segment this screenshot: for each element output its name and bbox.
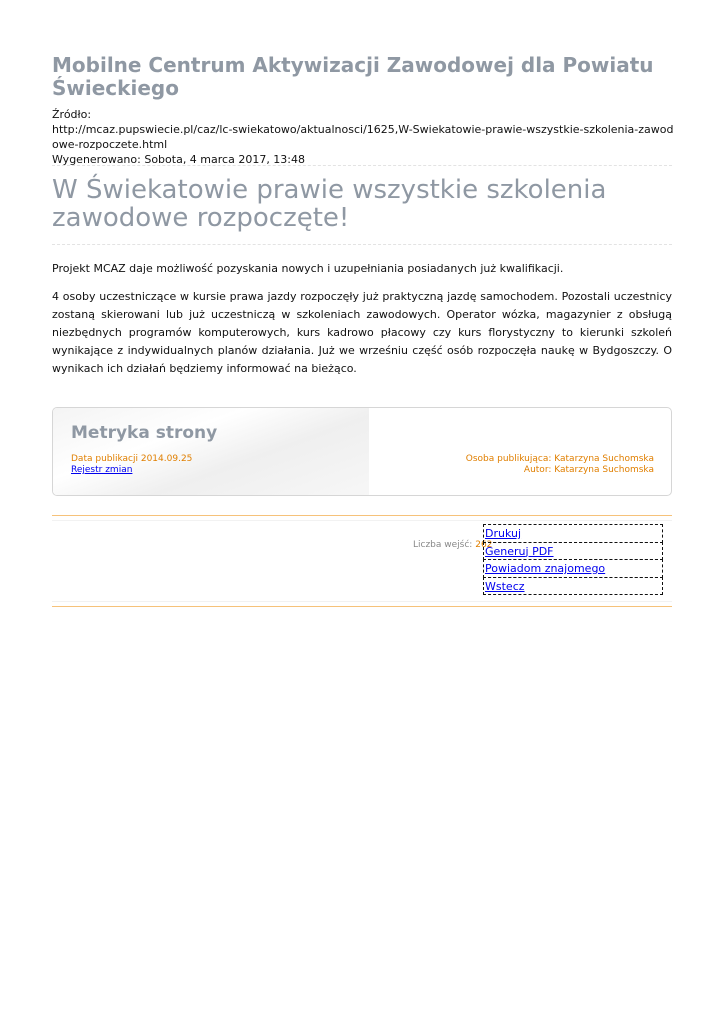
- divider: [52, 165, 672, 166]
- author: Autor: Katarzyna Suchomska: [523, 465, 654, 475]
- publication-date: Data publikacji 2014.09.25: [71, 454, 193, 464]
- footer-top-border: [52, 515, 672, 516]
- generated-date: Wygenerowano: Sobota, 4 marca 2017, 13:48: [52, 153, 306, 166]
- divider: [52, 244, 672, 245]
- change-history-link[interactable]: Rejestr zmian: [71, 465, 133, 475]
- footer-inner-border: [52, 601, 672, 602]
- print-link[interactable]: Drukuj: [483, 524, 663, 543]
- footer-inner-border: [52, 520, 672, 521]
- notify-friend-link[interactable]: Powiadom znajomego: [483, 559, 663, 578]
- metrics-background: [53, 408, 369, 496]
- article-body: 4 osoby uczestniczące w kursie prawa jazdy rozpoczęły już praktyczną jazdę samochodem. Pozostali uczestnicy zostaną skierowani lub już uczestniczą w szkoleniach zawodowych. Operator wózka, magazynier z obsługą niezbędnych programów komputerowych, kurs kadrowo płacowy czy kurs florystyczny to kierunki szkoleń wynikające z indywidualnych planów działania. Już we wrześniu część osób rozpoczęła naukę w Bydgoszczy. O wynikach ich działań będziemy informować na bieżąco.: [52, 290, 672, 375]
- back-link[interactable]: Wstecz: [483, 577, 663, 596]
- source-info: [52, 107, 674, 167]
- site-title: Mobilne Centrum Aktywizacji Zawodowej dla Powiatu Świeckiego: [52, 53, 654, 100]
- visits-label: Liczba wejść:: [413, 540, 476, 550]
- visit-counter: [413, 540, 492, 550]
- article-lead: Projekt MCAZ daje możliwość pozyskania nowych i uzupełniania posiadanych już kwalifikacji.: [52, 262, 564, 275]
- source-url: http://mcaz.pupswiecie.pl/caz/lc-swiekatowo/aktualnosci/1625,W-Swiekatowie-prawie-wszystkie-szkolenia-zawodowe-rozpoczete.html: [52, 123, 674, 151]
- article-title: W Świekatowie prawie wszystkie szkolenia zawodowe rozpoczęte!: [52, 175, 607, 233]
- source-label: Źródło:: [52, 108, 92, 121]
- publisher: Osoba publikująca: Katarzyna Suchomska: [465, 454, 654, 464]
- metrics-authors: [466, 454, 654, 476]
- page-metrics-box: [52, 407, 672, 496]
- page-actions: [483, 524, 663, 594]
- footer-bottom-border: [52, 606, 672, 607]
- visits-count: 262: [475, 540, 493, 550]
- generate-pdf-link[interactable]: Generuj PDF: [483, 542, 663, 561]
- metrics-heading: Metryka strony: [71, 423, 218, 443]
